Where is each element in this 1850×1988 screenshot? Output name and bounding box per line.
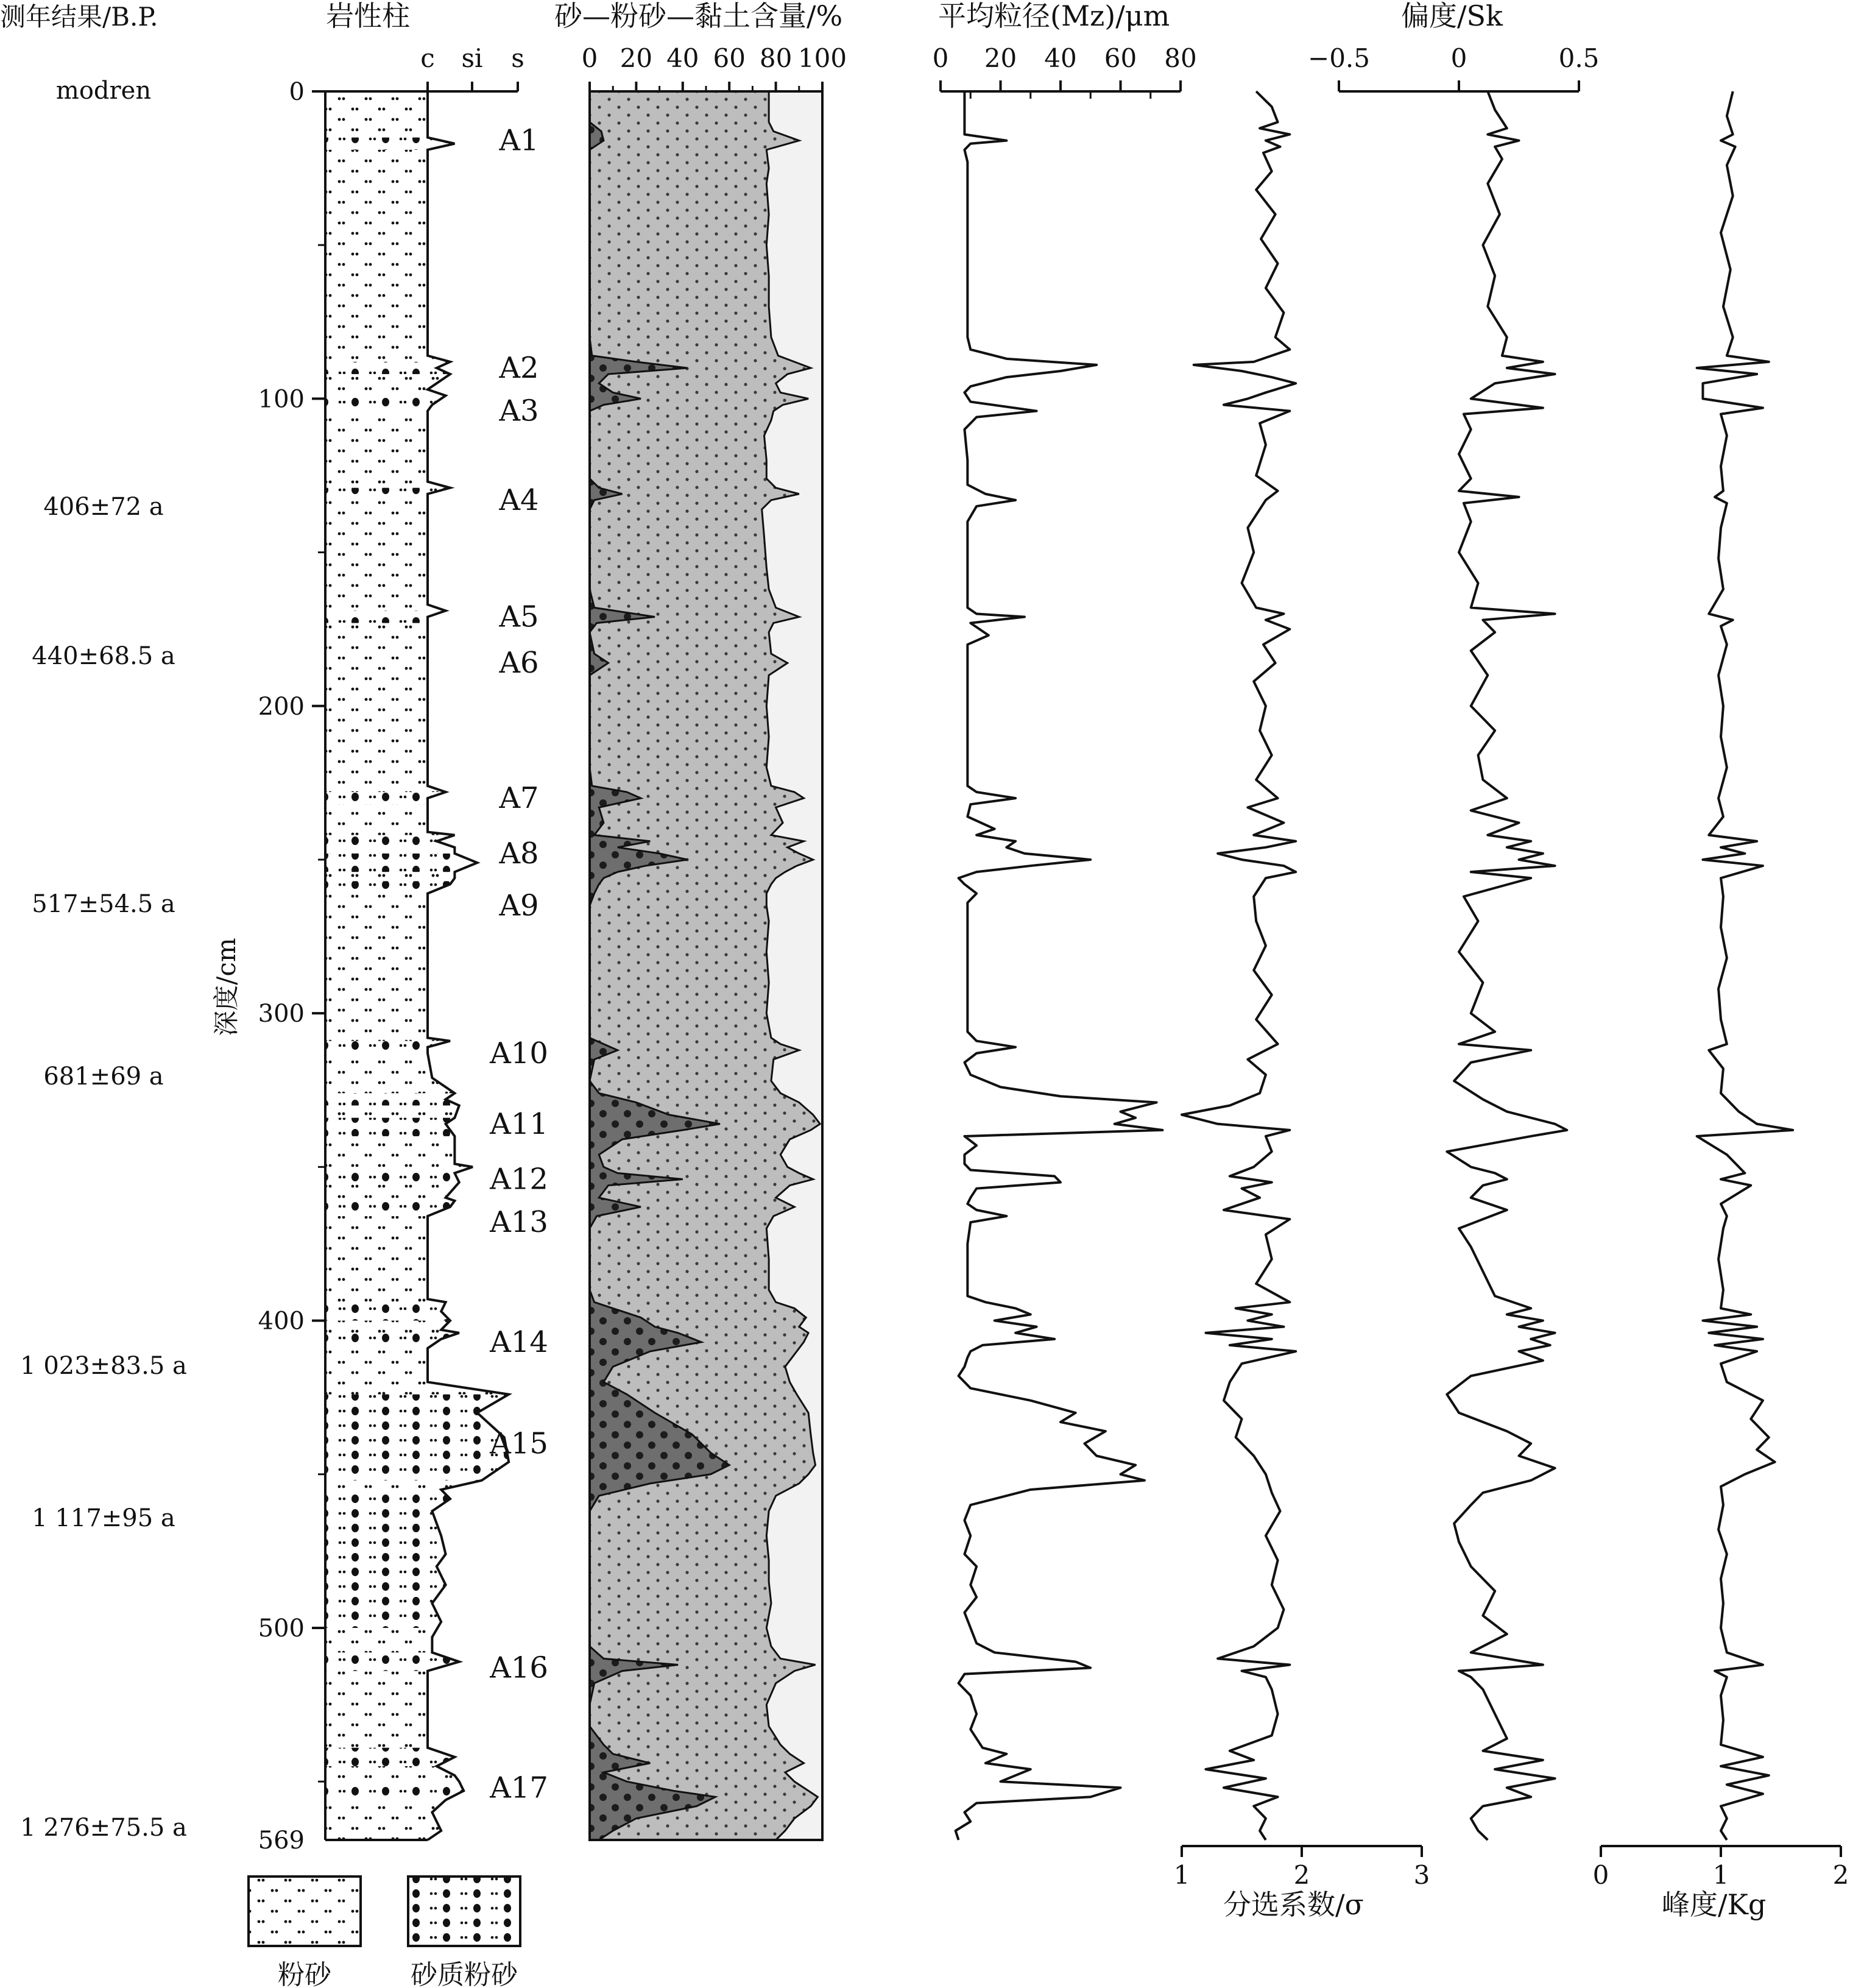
kurtosis-title: 峰度/Kg: [1662, 1888, 1767, 1921]
kg-tick-label: 0: [1592, 1860, 1609, 1890]
sk-tick-label: 0.5: [1558, 43, 1600, 73]
layer-label: A15: [490, 1426, 548, 1461]
mean-grain-size-panel: [933, 43, 1197, 1840]
layer-label: A10: [490, 1036, 548, 1070]
legend-sandy-silt-swatch: [408, 1877, 520, 1946]
layer-label: A14: [490, 1325, 548, 1359]
age-label: 681±69 a: [43, 1063, 164, 1091]
kg-tick-label: 2: [1832, 1860, 1849, 1890]
age-label: 1 117±95 a: [32, 1504, 175, 1532]
age-label: 406±72 a: [43, 493, 164, 521]
mean-grain-size-title: 平均粒径(Mz)/μm: [938, 0, 1170, 32]
kg-tick-label: 1: [1712, 1860, 1729, 1890]
mz-tick-label: 80: [1164, 43, 1197, 73]
layer-label: A11: [490, 1106, 548, 1141]
grain-scale-label: s: [511, 43, 524, 73]
layer-label: A16: [490, 1650, 548, 1685]
sorting-title: 分选系数/σ: [1223, 1888, 1364, 1921]
depth-tick-label: 100: [258, 385, 305, 414]
mz-tick-label: 60: [1104, 43, 1137, 73]
composition-tick-label: 40: [666, 43, 699, 73]
depth-tick-label: 300: [258, 1000, 305, 1028]
composition-tick-label: 60: [713, 43, 746, 73]
kurtosis-panel: [1593, 91, 1849, 1890]
sk-tick-label: 0: [1450, 43, 1467, 73]
layer-label: A7: [499, 781, 539, 816]
layer-label: A2: [499, 350, 539, 385]
age-label: modren: [55, 77, 152, 105]
lithology-title: 岩性柱: [326, 0, 410, 32]
layer-label: A6: [499, 646, 539, 681]
depth-axis-label: 深度/cm: [211, 938, 241, 1036]
sk-tick-label: −0.5: [1308, 43, 1370, 73]
mz-tick-label: 40: [1044, 43, 1077, 73]
depth-tick-label: 0: [289, 78, 305, 106]
mz-tick-label: 0: [932, 43, 949, 73]
kg-curve: [1697, 91, 1793, 1840]
grain-scale-label: si: [461, 43, 483, 73]
composition-tick-label: 0: [581, 43, 598, 73]
depth-tick-label: 500: [258, 1614, 305, 1643]
legend-silt-swatch: [249, 1877, 361, 1946]
grain-composition-panel: [582, 43, 847, 1840]
depth-tick-label: 400: [258, 1307, 305, 1335]
legend-silt-label: 粉砂: [278, 1959, 331, 1988]
layer-label: A4: [499, 483, 539, 517]
grain-composition-title: 砂—粉砂—黏土含量/%: [554, 0, 843, 32]
layer-label: A13: [490, 1205, 548, 1240]
lithology-legend: [249, 1877, 520, 1988]
age-column-title: 测年结果/B.P.: [0, 2, 158, 32]
sd-tick-label: 1: [1173, 1860, 1190, 1890]
lithology-column: [258, 43, 548, 1855]
depth-tick-label: 200: [258, 692, 305, 721]
layer-label: A8: [499, 836, 539, 871]
composition-tick-label: 100: [797, 43, 847, 73]
age-label: 1 276±75.5 a: [20, 1814, 187, 1842]
layer-label: A3: [499, 394, 539, 428]
skewness-panel: [1308, 43, 1599, 1840]
layer-label: A9: [499, 888, 539, 923]
layer-label: A1: [499, 123, 539, 158]
mz-curve: [956, 91, 1163, 1840]
age-labels: [20, 77, 187, 1842]
age-label: 440±68.5 a: [32, 642, 175, 670]
depth-tick-label: 569: [258, 1827, 305, 1855]
age-label: 517±54.5 a: [32, 890, 175, 918]
sd-tick-label: 2: [1293, 1860, 1310, 1890]
skewness-title: 偏度/Sk: [1401, 0, 1503, 32]
age-label: 1 023±83.5 a: [20, 1352, 187, 1380]
sorting-panel: [1174, 91, 1430, 1890]
mz-tick-label: 20: [984, 43, 1017, 73]
sd-curve: [1182, 91, 1296, 1840]
layer-label: A5: [499, 600, 539, 634]
sk-curve: [1447, 91, 1567, 1840]
grain-scale-label: c: [420, 43, 435, 73]
composition-tick-label: 20: [620, 43, 653, 73]
composition-tick-label: 80: [759, 43, 793, 73]
layer-label: A17: [490, 1770, 548, 1805]
legend-sandy-silt-label: 砂质粉砂: [411, 1959, 518, 1988]
layer-label: A12: [490, 1162, 548, 1197]
sd-tick-label: 3: [1413, 1860, 1430, 1890]
